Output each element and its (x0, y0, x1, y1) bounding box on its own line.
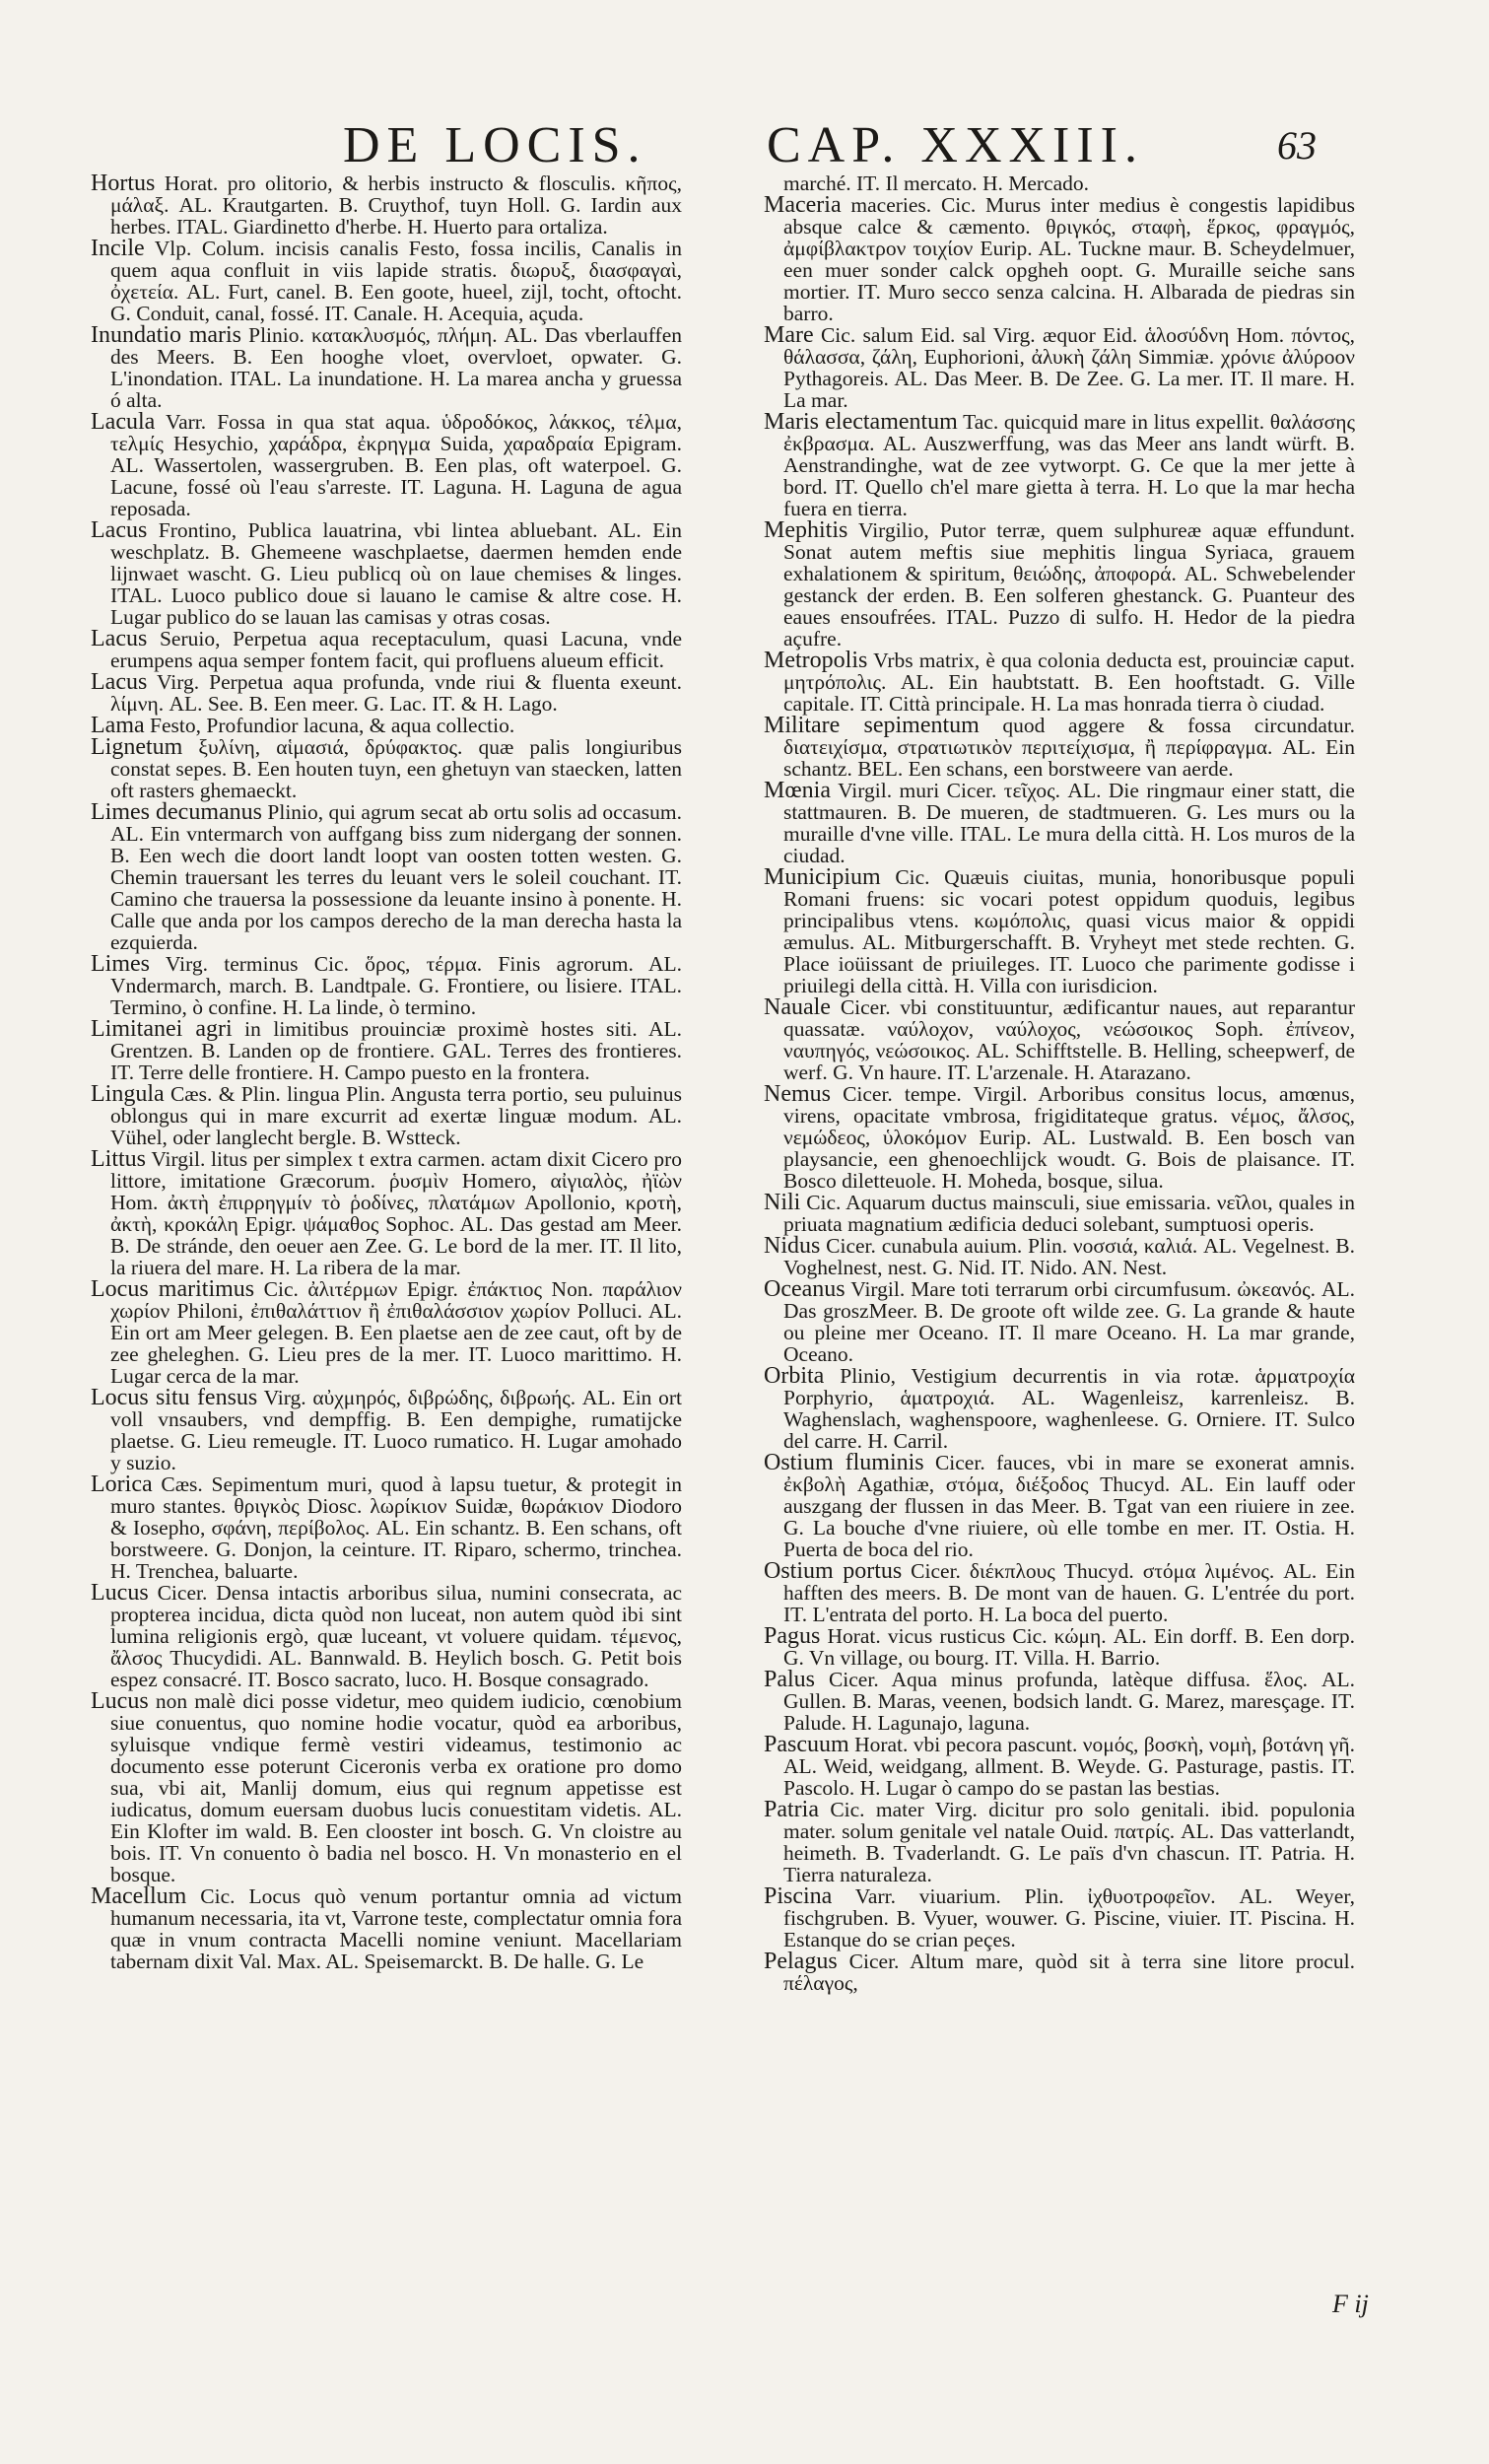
entry-headword: Mephitis (764, 517, 848, 543)
entry-headword: Lucus (91, 1580, 149, 1606)
entry-text: Cic. Quæuis ciuitas, munia, honoribusque populi Romani fruens: sic vocari potest oppidum quoduis, legibus principalibus vtens. κωμόπολις, quasi vicus maior & oppidi æmulus. AL. Mitburgerschafft. B. Vryheyt met stede rechten. G. Place ioüissant de priuileges. IT. Luoco che parimente godisse i priuilegi della città. H. Villa con iurisdicion. (783, 865, 1355, 997)
entry-headword: Lucus (91, 1688, 149, 1714)
entry-text: Vrbs matrix, è qua colonia deducta est, prouinciæ caput. μητρόπολις. AL. Ein haubtstatt. B. Een hooftstadt. G. Ville capitale. IT. Città principale. H. La mas honrada tierra ò ciudad. (783, 649, 1355, 716)
entry-headword: Maris electamentum (764, 409, 958, 435)
entry-text: Cicer. fauces, vbi in mare se exonerat amnis. ἐκβολὴ Agathiæ, στόμα, διέξοδος Thucyd. AL. Ein lauff oder auszgang der flussen in das Meer. B. Tgat van een riuiere in zee. G. La bouche d'vne riuiere, où elle tombe en mer. IT. Ostia. H. Puerta de boca del rio. (783, 1451, 1355, 1561)
entry-text: Cic. salum Eid. sal Virg. æquor Eid. ἁλοσύδνη Hom. πόντος, θάλασσα, ζάλη, Euphorioni, ἀλυκὴ ζάλη Simmiæ. χρόνιε ἀλύροον Pythagoreis. AL. Das Meer. B. De Zee. G. La mer. IT. Il mare. H. La mar. (783, 323, 1355, 412)
entry-headword: Nemus (764, 1081, 831, 1107)
entry-text: Horat. vicus rusticus Cic. κώμη. AL. Ein dorff. B. Een dorp. G. Vn village, ou bourg. IT. Villa. H. Barrio. (783, 1624, 1355, 1670)
dictionary-entry (91, 1148, 682, 1278)
dictionary-entry (764, 650, 1355, 715)
dictionary-entry (91, 1690, 682, 1885)
entry-text: Plinio. κατακλυσμός, πλήμη. AL. Das vberlauffen des Meers. B. Een hooghe vloet, overvloet, opwater. G. L'inondation. ITAL. La inundatione. H. La marea ancha y gruessa ó alta. (110, 323, 682, 412)
entry-text: Cicer. Aqua minus profunda, latèque diffusa. ἕλος. AL. Gullen. B. Maras, veenen, bodsich landt. G. Marez, maresçage. IT. Palude. H. Lagunajo, laguna. (783, 1668, 1355, 1735)
entry-headword: Pascuum (764, 1732, 849, 1757)
dictionary-entry (91, 1018, 682, 1083)
dictionary-entry (91, 1473, 682, 1582)
dictionary-entry (764, 1625, 1355, 1669)
entry-headword: Oceanus (764, 1276, 846, 1302)
entry-text: Cic. mater Virg. dicitur pro solo genitali. ibid. populonia mater. solum genitale vel natale Ouid. πατρίς. AL. Das vatterlandt, heimeth. B. Tvaderlandt. G. Le païs d'vn chascun. IT. Patria. H. Tierra naturaleza. (783, 1798, 1355, 1886)
entry-headword: Locus situ fensus (91, 1385, 258, 1410)
dictionary-entry (91, 1582, 682, 1690)
dictionary-entry (91, 519, 682, 628)
entry-text: Cic. Aquarum ductus mainsculi, siue emissaria. νεῖλοι, quales in priuata magnatium ædificia deduci solebant, sumptuosi operis. (783, 1191, 1355, 1236)
dictionary-entry (91, 1278, 682, 1387)
entry-text: quod aggere & fossa circundatur. διατειχίσμα, στρατιωτικὸν περιτείχισμα, ἢ περίφραγμα. AL. Ein schantz. BEL. Een schans, een borstweere van aerde. (783, 714, 1355, 781)
entry-headword: Lama (91, 713, 145, 738)
signature-mark: F ij (1332, 2290, 1369, 2318)
dictionary-columns (91, 172, 1401, 2311)
entry-text: Seruio, Perpetua aqua receptaculum, quasi Lacuna, vnde erumpens aqua semper fontem facit, qui profluens alueum efficit. (110, 627, 682, 672)
dictionary-entry (91, 801, 682, 953)
entry-headword: Limitanei agri (91, 1016, 233, 1042)
dictionary-entry (764, 172, 1355, 194)
dictionary-entry (764, 1669, 1355, 1734)
dictionary-entry (91, 172, 682, 238)
dictionary-entry (764, 1734, 1355, 1799)
entry-text: Frontino, Publica lauatrina, vbi lintea abluebant. AL. Ein weschplatz. B. Ghemeene waschplaetse, daermen hemden ende lijnwaet wascht. G. Lieu publicq où on laue chemises & linges. ITAL. Luoco publico doue si lauano le camise & altre cose. H. Lugar publico do se lauan las camisas y otras cosas. (110, 518, 682, 629)
entry-text: Virgil. Mare toti terrarum orbi circumfusum. ὠκεανός. AL. Das groszMeer. B. De groote oft wilde zee. G. La grande & haute ou pleine mer Oceano. IT. Il mare Oceano. H. La mar grande, Oceano. (783, 1277, 1355, 1366)
running-head (0, 116, 1489, 175)
entry-headword: Macellum (91, 1883, 187, 1909)
dictionary-entry (764, 1192, 1355, 1235)
dictionary-entry (91, 736, 682, 801)
entry-headword: Limes decumanus (91, 799, 262, 825)
entry-text: Varr. Fossa in qua stat aqua. ὑδροδόκος, λάκκος, τέλμα, τελμίς Hesychio, χαράδρα, ἐκρηγμα Suida, χαραδραία Epigram. AL. Wassertolen, wassergruben. B. Een plas, oft waterpoel. G. Lacune, fossé où l'eau s'arreste. IT. Laguna. H. Laguna de agua reposada. (110, 410, 682, 520)
entry-text: Cicer. cunabula auium. Plin. νοσσιά, καλιά. AL. Vegelnest. B. Voghelnest, nest. G. Nid. IT. Nido. AN. Nest. (783, 1234, 1355, 1279)
dictionary-entry (764, 715, 1355, 780)
entry-headword: Lacus (91, 517, 148, 543)
entry-text: ξυλίνη, αἱμασιά, δρύφακτος. quæ palis longiuribus constat sepes. B. Een houten tuyn, een ghetuyn van staecken, latten oft rasters ghemaeckt. (110, 735, 682, 802)
entry-headword: Piscina (764, 1883, 833, 1909)
entry-text: Cicer. διέκπλους Thucyd. στόμα λιμένος. AL. Ein hafften des meers. B. De mont van de hauen. G. L'entrée du port. IT. L'entrata del porto. H. La boca del puerto. (783, 1559, 1355, 1626)
entry-text: Virg. αὐχμηρός, διβρώδης, διβρωής. AL. Ein ort voll vnsaubers, vnd dempffig. B. Een dempighe, rumatijcke plaetse. G. Lieu remeugle. IT. Luoco rumatico. H. Lugar amohado y suzio. (110, 1386, 682, 1474)
dictionary-entry (91, 628, 682, 671)
entry-text: Virg. Perpetua aqua profunda, vnde riui & fluenta exeunt. λίμνη. AL. See. B. Een meer. G. Lac. IT. & H. Lago. (110, 670, 682, 716)
dictionary-entry (764, 194, 1355, 324)
dictionary-entry (764, 1951, 1355, 1994)
entry-headword: Nidus (764, 1233, 821, 1259)
entry-text: Horat. pro olitorio, & herbis instructo & flosculis. κῆπος, μάλαξ. AL. Krautgarten. B. Cruythof, tuyn Holl. G. Iardin aux herbes. ITAL. Giardinetto d'herbe. H. Huerto para ortaliza. (110, 172, 682, 239)
dictionary-entry (91, 671, 682, 715)
entry-text: in limitibus prouinciæ proximè hostes siti. AL. Grentzen. B. Landen op de frontiere. GAL. Terres des frontieres. IT. Terre delle frontiere. H. Campo puesto en la frontera. (110, 1017, 682, 1084)
entry-text: Cic. ἀλιτέρμων Epigr. ἐπάκτιος Non. παράλιον χωρίον Philoni, ἐπιθαλάττιον ἢ ἐπιθαλάσσιον χωρίον Polluci. AL. Ein ort am Meer gelegen. B. Een plaetse aen de zee caut, oft by de zee gheleghen. G. Lieu pres de la mer. IT. Luoco marittimo. H. Lugar cerca de la mar. (110, 1277, 682, 1388)
dictionary-entry (764, 996, 1355, 1083)
entry-text: Varr. viuarium. Plin. ἰχθυοτροφεῖον. AL. Weyer, fischgruben. B. Vyuer, wouwer. G. Piscine, viuier. IT. Piscina. H. Estanque do se crian peçes. (783, 1884, 1355, 1951)
entry-headword: Orbita (764, 1363, 825, 1389)
dictionary-entry (764, 1799, 1355, 1885)
entry-text: Cicer. Densa intactis arboribus silua, numini consecrata, ac propterea incidua, dicta quòd non luceat, non autem quòd ibi sint lumina religionis ergò, quæ luceant, vt voluere quidam. τέμενος, ἄλσος Thucydidi. AL. Bannwald. B. Heylich bosch. G. Petit bois espez consacré. IT. Bosco sacrato, luco. H. Bosque consagrado. (110, 1581, 682, 1691)
dictionary-entry (91, 411, 682, 519)
entry-text: Vlp. Colum. incisis canalis Festo, fossa incilis, Canalis in quem aqua confluit in viis lapide stratis. διωρυξ, διασφαγαὶ, ὀχετεία. AL. Furt, canel. B. Een goote, hueel, zijl, tocht, oftocht. G. Conduit, canal, fossé. IT. Canale. H. Acequia, açuda. (110, 237, 682, 325)
entry-text: Virg. terminus Cic. ὅρος, τέρμα. Finis agrorum. AL. Vndermarch, march. B. Landtpale. G. Frontiere, ou lisiere. ITAL. Termino, ò confine. H. La linde, ò termino. (110, 952, 682, 1019)
entry-text: Virgil. muri Cicer. τεῖχος. AL. Die ringmaur einer statt, die stattmauren. B. De mueren, de stadtmueren. G. Les murs ou la muraille d'vne ville. ITAL. Le mura della città. H. Los muros de la ciudad. (783, 779, 1355, 867)
dictionary-entry (764, 519, 1355, 650)
entry-headword: Lingula (91, 1081, 165, 1107)
entry-headword: Lorica (91, 1472, 153, 1497)
dictionary-entry (764, 1278, 1355, 1365)
dictionary-entry (764, 1885, 1355, 1951)
entry-text: Plinio, qui agrum secat ab ortu solis ad occasum. AL. Ein vntermarch von auffgang biss zum nidergang der sonnen. B. Een wech die doort landt loopt van oosten totten westen. G. Chemin trauersant les terres du leuant vers le soleil couchant. IT. Camino che trauersa la possessione da leuante insino à ponente. H. Calle que anda por los campos derecho de la man derecha hasta la ezquierda. (110, 800, 682, 954)
page-number: 63 (1277, 123, 1317, 168)
entry-headword: Incile (91, 236, 145, 261)
dictionary-entry (764, 1235, 1355, 1278)
dictionary-entry (764, 1560, 1355, 1625)
entry-text: Plinio, Vestigium decurrentis in via rotæ. ἁρματροχία Porphyrio, ἁματροχιά. AL. Wagenleisz, karrenleisz. B. Waghenslach, waghenspoore, waghenleese. G. Orniere. IT. Sulco del carre. H. Carril. (783, 1364, 1355, 1453)
entry-headword: Inundatio maris (91, 322, 242, 348)
entry-headword: Locus maritimus (91, 1276, 255, 1302)
entry-headword: Mœnia (764, 778, 831, 803)
entry-text: Cæs. Sepimentum muri, quod à lapsu tuetur, & protegit in muro stantes. θριγκὸς Diosc. λωρίκιον Suidæ, θωράκιον Diodoro & Iosepho, σφάνη, περίβολος. AL. Ein schantz. B. Een schans, oft borstweere. G. Donjon, la ceinture. IT. Riparo, schermo, trinchea. H. Trenchea, baluarte. (110, 1472, 682, 1583)
entry-headword: Metropolis (764, 648, 868, 673)
entry-headword: Lacus (91, 669, 148, 695)
dictionary-entry (91, 1885, 682, 1972)
entry-text: Tac. quicquid mare in litus expellit. θαλάσσης ἐκβρασμα. AL. Auszwerffung, was das Meer ans landt würft. B. Aenstrandinghe, wat de zee vytworpt. G. Ce que la mer jette à bord. IT. Quello ch'el mare gietta à terra. H. Lo que la mar hecha fuera en tierra. (783, 410, 1355, 520)
entry-text: Cicer. tempe. Virgil. Arboribus consitus locus, amœnus, virens, opacitate vmbrosa, frigiditateque gratus. νέμος, ἄλσος, νεμώδεος, ὑλοκόμον Eurip. AL. Lustwald. B. Een bosch van playsancie, een ghenoechlijck woudt. G. Bois de plaisance. IT. Bosco diletteuole. H. Moheda, bosque, silua. (783, 1082, 1355, 1193)
entry-text: Cic. Locus quò venum portantur omnia ad victum humanum necessaria, ita vt, Varrone teste, complectatur omnia fora quæ in vnum contracta Macelli nomine veniunt. Macellariam tabernam dixit Val. Max. AL. Speisemarckt. B. De halle. G. Le (110, 1884, 682, 1973)
dictionary-entry (91, 715, 682, 736)
entry-text: maceries. Cic. Murus inter medius è congestis lapidibus absque calce & cæmento. θριγκός, σταφὴ, ἕρκος, φραγμός, ἀμφίβλακτρον τοιχίον Eurip. AL. Tuckne maur. B. Scheydelmuer, een muer sonder calck opgheh oopt. G. Muraille seiche sans mortier. IT. Muro secco senza calcina. H. Albarada de piedras sin barro. (783, 193, 1355, 325)
dictionary-entry (764, 1365, 1355, 1452)
entry-headword: Maceria (764, 192, 842, 218)
right-column (764, 172, 1355, 2311)
entry-headword: Limes (91, 951, 150, 977)
entry-headword: Pagus (764, 1623, 821, 1649)
dictionary-entry (764, 1083, 1355, 1192)
dictionary-entry (764, 780, 1355, 866)
entry-headword: Municipium (764, 864, 881, 890)
dictionary-entry (91, 1387, 682, 1473)
entry-headword: Lignetum (91, 734, 183, 760)
entry-text: Virgilio, Putor terræ, quem sulphureæ aquæ effundunt. Sonat autem meftis siue mephitis lingua Syriaca, grauem exhalationem & spiritum, θειώδης, ἀποφορά. AL. Schwebelender gestanck der erden. B. Een solferen ghestanck. G. Puanteur des eaues ensoufrées. ITAL. Puzzo di sulfo. H. Hedor de la piedra açufre. (783, 518, 1355, 650)
entry-text: Virgil. litus per simplex t extra carmen. actam dixit Cicero pro littore, imitatione Græcorum. ῥυσμὶν Homero, αἰγιαλὸς, ἠϊὼν Hom. ἀκτὴ ἐπιρρηγμίν τὸ ῥοδίνες, πλατάμων Apollonio, κροτὴ, ἀκτὴ, κροκάλη Epigr. ψάμαθος Sophoc. AL. Das gestad am Meer. B. De stránde, den oeuer aen Zee. G. Le bord de la mer. IT. Il lito, la riuera del mare. H. La ribera de la mar. (110, 1147, 682, 1279)
dictionary-entry (91, 953, 682, 1018)
dictionary-entry (91, 324, 682, 411)
entry-headword: Nili (764, 1190, 801, 1215)
entry-headword: Lacus (91, 626, 148, 651)
entry-headword: Hortus (91, 172, 156, 196)
entry-text: marché. IT. Il mercato. H. Mercado. (783, 172, 1090, 195)
dictionary-entry (91, 1083, 682, 1148)
dictionary-entry (91, 238, 682, 324)
entry-headword: Mare (764, 322, 814, 348)
dictionary-entry (764, 1452, 1355, 1560)
entry-text: Horat. vbi pecora pascunt. νομός, βοσκὴ, νομὴ, βοτάνη γῆ. AL. Weid, weidgang, allment. B. Weyde. G. Pasturage, pastis. IT. Pascolo. H. Lugar ò campo do se pastan las bestias. (783, 1733, 1355, 1800)
running-head-right: CAP. XXXIII. (767, 117, 1144, 173)
entry-headword: Militare sepimentum (764, 713, 980, 738)
entry-headword: Patria (764, 1797, 819, 1822)
entry-headword: Ostium fluminis (764, 1450, 924, 1475)
entry-text: Cicer. Altum mare, quòd sit à terra sine litore procul. πέλαγος, (783, 1950, 1355, 1995)
dictionary-entry (764, 866, 1355, 996)
dictionary-entry (764, 324, 1355, 411)
entry-headword: Nauale (764, 994, 831, 1020)
entry-text: non malè dici posse videtur, meo quidem iudicio, cœnobium siue conuentus, quo nomine hodie vocatur, quòd ea arboribus, syluisque vndique fermè vestiri videamus, testimonio ac documento esse poterunt Ciceronis verba ex oratione pro domo sua, vbi ait, Manlij domum, eius qui regnum appetisse est iudicatus, domum euersam duobus lucis conuestitam videtis. AL. Ein Klofter im wald. B. Een clooster int bosch. G. Vn cloistre au bois. IT. Vn conuento ò badia nel bosco. H. Vn monasterio en el bosque. (110, 1689, 682, 1886)
entry-headword: Palus (764, 1667, 816, 1692)
dictionary-entry (764, 411, 1355, 519)
left-column (91, 172, 682, 2311)
entry-headword: Pelagus (764, 1949, 838, 1974)
entry-headword: Lacula (91, 409, 156, 435)
entry-text: Festo, Profundior lacuna, & aqua collectio. (150, 714, 515, 737)
entry-text: Cæs. & Plin. lingua Plin. Angusta terra portio, seu puluinus oblongus qui in mare excurrit ad exertæ linguæ modum. AL. Vühel, oder langlecht bergle. B. Wstteck. (110, 1082, 682, 1149)
running-head-left: DE LOCIS. (343, 117, 647, 173)
entry-headword: Ostium portus (764, 1558, 903, 1584)
entry-text: Cicer. vbi constituuntur, ædificantur naues, aut reparantur quassatæ. ναύλοχον, ναύλοχος, νεώσοικος Soph. ἐπίνεον, ναυπηγός, νεώσοικος. AL. Schifftstelle. B. Helling, scheepwerf, de werf. G. Vn haure. IT. L'arzenale. H. Atarazano. (783, 995, 1355, 1084)
entry-headword: Littus (91, 1146, 147, 1172)
